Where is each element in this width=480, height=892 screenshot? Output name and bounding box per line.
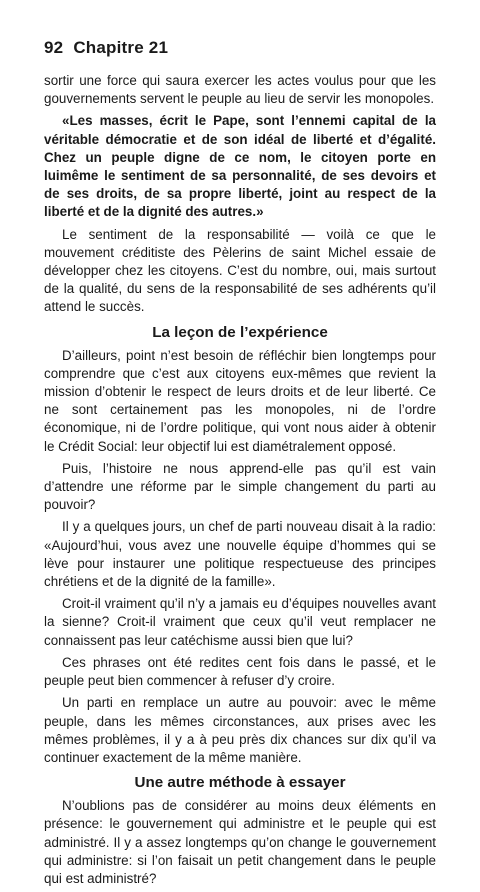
paragraph: D’ailleurs, point n’est besoin de réfléchir bien longtemps pour comprendre que c’est aux citoyens eux-mêmes que revient la mission d’obtenir le respect de leurs droits et de leur liberté. Ce ne sont certainement pas les monopoles, ni de l’ordre économique, ni de l’ordre politique, qui vont nous aider à obtenir le Crédit Social: leur objectif lui est diamétralement opposé.: [44, 347, 436, 454]
paragraph: Puis, l’histoire ne nous apprend-elle pas qu’il est vain d’attendre une réforme par le simple changement du parti au pouvoir?: [44, 460, 436, 513]
paragraph: N’oublions pas de considérer au moins deux éléments en présence: le gouvernement qui administre et le peuple qui est administré. Il y a assez longtemps qu’on change le gouvernement qui administre: si l’on faisait un petit changement dans le peuple qui est administré?: [44, 798, 436, 886]
chapter-title: Chapitre 21: [73, 38, 169, 57]
paragraph: Croit-il vraiment qu’il n’y a jamais eu d’équipes nouvelles avant la sienne? Croit-il vraiment que ceux qu’il veut remplacer ne connaissent pas leur catéchisme aussi bien que lui?: [44, 596, 436, 648]
paragraph: Ces phrases ont été redites cent fois dans le passé, et le peuple peut bien commencer à refuser d’y croire.: [44, 654, 436, 689]
running-head: [44, 38, 168, 58]
paragraph: sortir une force qui saura exercer les actes voulus pour que les gouvernements servent le peuple au lieu de servir les monopoles.: [44, 73, 436, 107]
body-text: [44, 72, 436, 892]
paragraph: Un parti en remplace un autre au pouvoir: avec le même peuple, dans les mêmes circonstances, aux prises avec les mêmes problèmes, il y a à peu près dix chances sur dix qu’il va continuer exactement de la même manière.: [44, 695, 436, 765]
pope-quote: «Les masses, écrit le Pape, sont l’ennemi capital de la véritable démocratie et de son idéal de liberté et d’égalité. Chez un peuple digne de ce nom, le citoyen porte en luimême le sentiment de sa personnalité, de ses devoirs et de ses droits, de sa propre liberté, joint au respect de la liberté et de la dignité des autres.»: [44, 113, 436, 220]
page-number: 92: [44, 38, 64, 57]
paragraph: Il y a quelques jours, un chef de parti nouveau disait à la radio: «Aujourd’hui, vous avez une nouvelle équipe d’hommes qui se lève pour instaurer une politique respectueuse des principes chrétiens et de la dignité de la famille».: [44, 519, 436, 590]
section-heading: Une autre méthode à essayer: [134, 774, 346, 792]
section-heading: La leçon de l’expérience: [152, 323, 328, 341]
paragraph: Le sentiment de la responsabilité — voilà ce que le mouvement créditiste des Pèlerins de saint Michel essaie de développer chez les citoyens. C’est du nombre, oui, mais surtout de la qualité, du sens de la responsabilité de ses adhérents qu’il attend le succès.: [44, 226, 436, 315]
